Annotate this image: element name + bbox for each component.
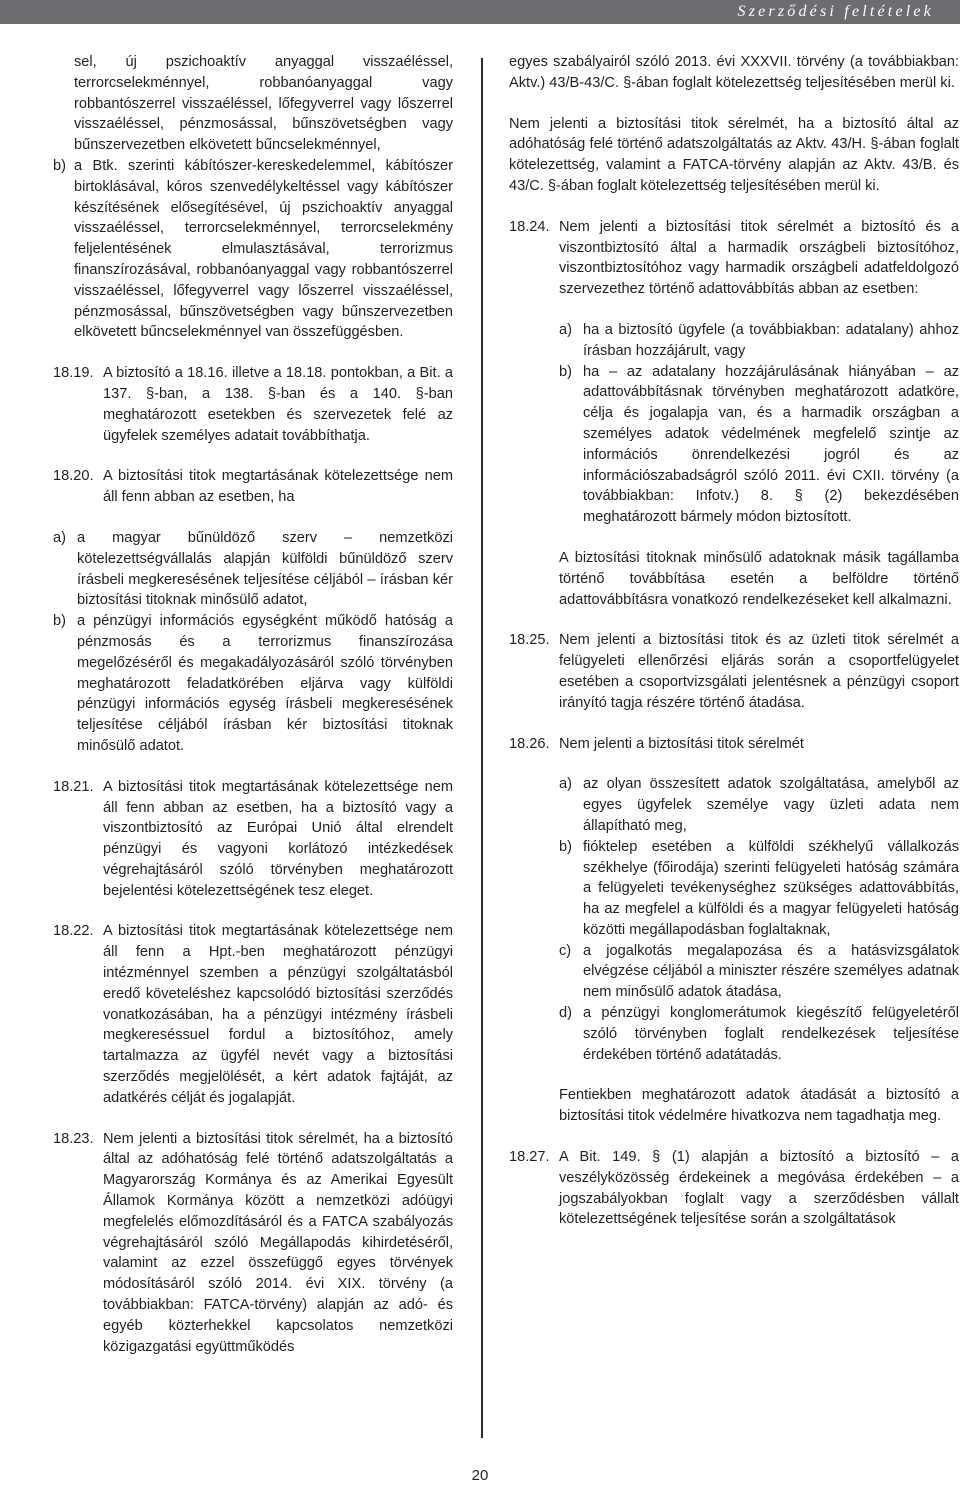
header-bar xyxy=(0,0,960,24)
paragraph: egyes szabályairól szóló 2013. évi XXXVII. törvény (a továbbiakban: Aktv.) 43/B-43/C. §-ában foglalt kötelezettség teljesítésében merül ki. xyxy=(509,54,959,91)
section-number: 18.26. xyxy=(509,735,550,752)
paragraph: Fentiekben meghatározott adatok átadását a biztosító a biztosítási titok védelmére hivatkozva nem tagadhatja meg. xyxy=(559,1087,959,1125)
section-18-27 xyxy=(509,1147,959,1230)
section-number: 18.19. xyxy=(53,365,94,382)
paragraph: a jogalkotás megalapozása és a hatásvizsgálatok elvégzése céljából a miniszter részére személyes adatnak nem minősülő adatok átadása, xyxy=(583,942,959,1001)
list-label: b) xyxy=(559,363,572,380)
list-item xyxy=(509,837,959,941)
paragraph: Nem jelenti a biztosítási titok sérelmét xyxy=(559,735,804,752)
section-number: 18.23. xyxy=(53,1130,94,1147)
section-number: 18.21. xyxy=(53,778,94,795)
paragraph: Nem jelenti a biztosítási titok sérelmét a biztosító és a viszontbiztosító által a harmadik országbeli biztosítóhoz, viszontbiztosítóhoz vagy harmadik országbeli adatfeldolgozó szervezethez történő adattovábbítás abban az esetben: xyxy=(559,218,959,298)
list-label: c) xyxy=(559,942,572,959)
list-label: b) xyxy=(559,838,572,855)
paragraph: ha – az adatalany hozzájárulásának hiányában – az adattovábbításnak törvényben meghatározott adatköre, célja és jogalapja van, és a harmadik országban a személyes adatok védelmének megfelelő szintje az információs önrendelkezési jogról és az információszabadságról szóló 2011. évi CXII. törvény (a továbbiakban: Infotv.) 8. § (2) bekezdésében meghatározott bármely módon biztosított. xyxy=(583,363,959,526)
paragraph: a pénzügyi információs egységként működő hatóság a pénzmosás és a terrorizmus finanszírozása megelőzéséről és megakadályozásáról szóló törvényben meghatározott feladatkörében eljárva vagy külföldi pénzügyi információs egység írásbeli megkeresésének teljesítése céljából írásban kér biztosítási titoknak minősülő adatot. xyxy=(77,613,453,754)
section-number: 18.27. xyxy=(509,1149,550,1166)
paragraph: a Btk. szerinti kábítószer-kereskedelemmel, kábítószer birtoklásával, kóros szenvedélykeltéssel vagy kábítószer készítésének elősegítésével, új pszichoaktív anyaggal visszaéléssel, terrorcselekménnyel, terrorcselekmény feljelentésének elmulasztásával, terrorizmus finanszírozásával, robbanóanyaggal vagy robbantószerrel visszaéléssel, lőfegyverrel vagy lőszerrel visszaéléssel, pénzmosással, bűnszövetségben vagy bűnszervezetben elkövetett bűncselekménnyel van összefüggésben. xyxy=(74,157,453,341)
left-column xyxy=(53,52,453,1357)
list-label: a) xyxy=(53,529,66,546)
section-number: 18.20. xyxy=(53,468,94,485)
page-number: 20 xyxy=(471,1467,489,1484)
paragraph: ha a biztosító ügyfele (a továbbiakban: adatalany) ahhoz írásban hozzájárult, vagy xyxy=(583,321,959,359)
paragraph: Nem jelenti a biztosítási titok és az üzleti titok sérelmét a felügyeleti ellenőrzési eljárás során a csoportfelügyelet esetében a csoportvizsgálati jelentésnek a pénzügyi csoport irányító tagja részére történő átadása. xyxy=(559,632,959,711)
paragraph: A biztosítási titok megtartásának kötelezettsége nem áll fenn a Hpt.-ben meghatározott pénzügyi intézménnyel szemben a pénzügyi szolgáltatásból eredő követeléshez kapcsolódó biztosítási szerződés vonatkozásában, ha a pénzügyi intézmény írásbeli megkereséssuel fordul a biztosítóhoz, amely tartalmazza az ügyfél nevét vagy a biztosítási szerződés megjelölését, a kért adatok fajtáját, az adatkérés célját és jogalapját. xyxy=(103,923,453,1106)
list-item xyxy=(509,362,959,528)
column-divider xyxy=(481,58,483,1438)
section-18-26 xyxy=(509,734,959,755)
document-title: Szerződési feltételek xyxy=(737,3,934,20)
list-item xyxy=(53,528,453,611)
paragraph: a magyar bűnüldöző szerv – nemzetközi kötelezettségvállalás alapján külföldi bűnüldöző szerv írásbeli megkeresésének teljesítése céljából – írásban kér biztosítási titoknak minősülő adatot, xyxy=(77,529,453,609)
section-18-21 xyxy=(53,777,453,902)
list-label: b) xyxy=(53,613,66,630)
list-item xyxy=(509,774,959,836)
paragraph: az olyan összesített adatok szolgáltatása, amelyből az egyes ügyfelek személye vagy üzleti adata nem állapítható meg, xyxy=(583,776,959,834)
list-label: d) xyxy=(559,1005,572,1022)
paragraph: A biztosítási titoknak minősülő adatoknak másik tagállamba történő továbbítása esetén a belföldre történő adattovábbításra vonatkozó rendelkezéseket kell alkalmazni. xyxy=(559,549,959,608)
list-item xyxy=(53,156,453,343)
section-18-24 xyxy=(509,217,959,300)
list-item xyxy=(509,1003,959,1065)
paragraph: A biztosítási titok megtartásának kötelezettsége nem áll fenn abban az esetben, ha a biztosító vagy a viszontbiztosító az Európai Unió által elrendelt pénzügyi és vagyoni korlátozó intézkedések végrehajtásáról szóló törvényben meghatározott bejelentési kötelezettségének tesz eleget. xyxy=(103,778,453,899)
section-18-19 xyxy=(53,363,453,446)
paragraph: A biztosító a 18.16. illetve a 18.18. pontokban, a Bit. a 137. §-ban, a 138. §-ban és a 140. §-ban meghatározott esetekben és szervezetek felé az ügyfelek személyes adatait továbbíthatja. xyxy=(103,365,453,444)
section-18-22 xyxy=(53,921,453,1108)
section-number: 18.22. xyxy=(53,923,94,940)
paragraph: fióktelep esetében a külföldi székhelyű vállalkozás székhelye (főirodája) szerinti felügyeleti hatóság számára a felügyeleti tevékenységhez szükséges adattovábbítás, ha az megfelel a külföldi és a magyar felügyeleti hatóság közötti megállapodásban foglaltaknak, xyxy=(583,838,959,938)
section-18-25 xyxy=(509,630,959,713)
paragraph: a pénzügyi konglomerátumok kiegészítő felügyeletéről szóló törvényben foglalt rendelkezések teljesítése érdekében történő adatátadás. xyxy=(583,1005,959,1063)
list-label: a) xyxy=(559,321,572,338)
list-item xyxy=(53,611,453,757)
section-number: 18.24. xyxy=(509,218,550,235)
paragraph: sel, új pszichoaktív anyaggal visszaéléssel, terrorcselekménnyel, robbanóanyaggal vagy robbantószerrel visszaéléssel, lőfegyverrel vagy lőszerrel visszaéléssel, pénzmosással, bűnszövetségben vagy bűnszervezetben elkövetett bűncselekménnyel, xyxy=(74,54,453,154)
section-18-20 xyxy=(53,466,453,508)
section-number: 18.25. xyxy=(509,632,550,649)
section-18-23 xyxy=(53,1129,453,1358)
list-label: b) xyxy=(53,157,66,174)
paragraph: Nem jelenti a biztosítási titok sérelmét, ha a biztosító által az adóhatóság felé történő adatszolgáltatás az Aktv. 43/H. §-ában foglalt kötelezettség, valamint a FATCA-törvény alapján az Aktv. 43/B. és 43/C. §-ában foglalt kötelezettség teljesítésében merül ki. xyxy=(509,115,959,194)
list-label: a) xyxy=(559,776,572,793)
list-item xyxy=(509,320,959,362)
list-item xyxy=(509,941,959,1003)
paragraph: A Bit. 149. § (1) alapján a biztosító a biztosító – a veszélyközösség érdekeinek a megóvása érdekében – a jogszabályokban foglalt vagy a szerződésben vállalt kötelezettségének teljesítése során a szolgáltatások xyxy=(559,1149,959,1228)
right-column xyxy=(509,52,959,1230)
paragraph: Nem jelenti a biztosítási titok sérelmét, ha a biztosító által az adóhatóság felé történő adatszolgáltatás a Magyarország Kormánya és az Amerikai Egyesült Államok Kormánya között a nemzetközi adóügyi megfelelés előmozdításáról és a FATCA szabályozás végrehajtásáról szóló Megállapodás kihirdetéséről, valamint az ezzel összefüggő egyes törvények módosításáról szóló 2014. évi XIX. törvény (a továbbiakban: FATCA-törvény) alapján az adó- és egyéb közterhekkel kapcsolatos nemzetközi közigazgatási együttműködés xyxy=(103,1130,453,1355)
paragraph: A biztosítási titok megtartásának kötelezettsége nem áll fenn abban az esetben, ha xyxy=(103,468,453,506)
